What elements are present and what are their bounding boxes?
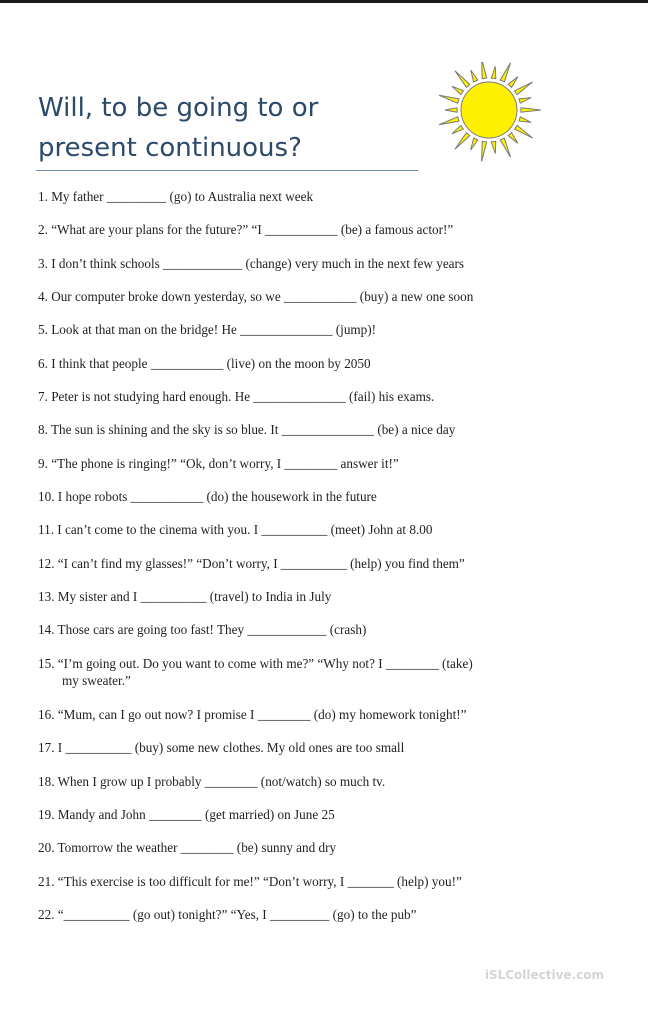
exercise-text: 7. Peter is not studying hard enough. He ______________ (fail) his exams. xyxy=(38,389,435,404)
exercise-text: 19. Mandy and John ________ (get married) on June 25 xyxy=(38,807,335,822)
exercise-text: 22. “__________ (go out) tonight?” “Yes, I _________ (go) to the pub” xyxy=(38,907,417,922)
exercise-item xyxy=(38,288,473,305)
sun-ray xyxy=(455,133,470,150)
sun-ray xyxy=(455,71,470,88)
sun-ray xyxy=(482,62,487,79)
exercise-item xyxy=(38,806,335,823)
exercise-text: 14. Those cars are going too fast! They ____________ (crash) xyxy=(38,622,367,637)
exercise-item xyxy=(38,388,434,405)
sun-ray xyxy=(515,125,533,138)
sun-ray xyxy=(519,98,531,104)
exercise-item xyxy=(38,421,455,438)
exercise-item xyxy=(38,188,313,205)
sun-ray xyxy=(491,141,496,153)
exercise-text: 4. Our computer broke down yesterday, so we ___________ (buy) a new one soon xyxy=(38,289,474,304)
exercise-item xyxy=(38,455,399,472)
exercise-item xyxy=(38,588,331,605)
exercise-text: 16. “Mum, can I go out now? I promise I ________ (do) my homework tonight!” xyxy=(38,707,467,722)
exercise-text: 12. “I can’t find my glasses!” “Don’t worry, I __________ (help) you find them” xyxy=(38,556,465,571)
sun-ray xyxy=(439,117,459,125)
sun-ray xyxy=(452,125,463,133)
exercise-item xyxy=(38,355,371,372)
exercise-text: 6. I think that people ___________ (live) on the moon by 2050 xyxy=(38,356,371,371)
sun-ray xyxy=(515,82,533,95)
exercise-text: 18. When I grow up I probably ________ (not/watch) so much tv. xyxy=(38,774,386,789)
exercise-text: 17. I __________ (buy) some new clothes. My old ones are too small xyxy=(38,740,405,755)
sun-ray xyxy=(500,138,510,157)
exercise-text: 8. The sun is shining and the sky is so blue. It ______________ (be) a nice day xyxy=(38,422,456,437)
exercise-item xyxy=(38,321,376,338)
exercise-item xyxy=(38,221,453,238)
exercise-item xyxy=(38,621,366,638)
exercise-item xyxy=(38,773,385,790)
sun-ray xyxy=(471,70,478,82)
title-line-1: Will, to be going to or xyxy=(38,93,319,123)
worksheet-title xyxy=(38,88,318,168)
sun-ray xyxy=(452,86,463,94)
sun-icon xyxy=(424,62,554,162)
exercise-text: 1. My father _________ (go) to Australia next week xyxy=(38,189,314,204)
exercise-item xyxy=(38,521,432,538)
exercise-text: 20. Tomorrow the weather ________ (be) sunny and dry xyxy=(38,840,337,855)
top-border xyxy=(0,0,648,3)
sun-ray xyxy=(471,138,478,150)
sun-ray xyxy=(445,108,457,112)
exercise-text: 21. “This exercise is too difficult for me!” “Don’t worry, I _______ (help) you!” xyxy=(38,874,462,889)
exercise-item xyxy=(38,739,404,756)
sun-ray xyxy=(521,108,541,112)
sun-ray xyxy=(439,95,459,103)
sun-ray xyxy=(500,63,510,82)
title-line-2: present continuous? xyxy=(38,133,302,163)
exercise-text-continuation: my sweater.” xyxy=(62,673,131,688)
exercise-text: 5. Look at that man on the bridge! He ______________ (jump)! xyxy=(38,322,377,337)
exercise-text: 3. I don’t think schools ____________ (change) very much in the next few years xyxy=(38,256,465,271)
sun-ray xyxy=(491,66,496,78)
exercise-item xyxy=(38,488,377,505)
exercise-text: 13. My sister and I __________ (travel) to India in July xyxy=(38,589,332,604)
exercise-item xyxy=(38,255,464,272)
exercise-item xyxy=(38,906,416,923)
sun-ray xyxy=(519,117,531,123)
sun-ray xyxy=(482,141,487,161)
exercise-item xyxy=(38,555,465,572)
title-underline xyxy=(36,170,418,171)
exercise-text: 15. “I’m going out. Do you want to come with me?” “Why not? I ________ (take) xyxy=(38,656,473,671)
exercise-item xyxy=(38,873,462,890)
exercise-text: 2. “What are your plans for the future?” “I ___________ (be) a famous actor!” xyxy=(38,222,454,237)
sun-ray xyxy=(508,133,518,144)
watermark: iSLCollective.com xyxy=(484,968,604,982)
exercise-item xyxy=(38,655,473,689)
exercise-text: 10. I hope robots ___________ (do) the housework in the future xyxy=(38,489,377,504)
sun-ray xyxy=(508,77,518,88)
exercise-text: 11. I can’t come to the cinema with you. I __________ (meet) John at 8.00 xyxy=(38,522,433,537)
exercise-text: 9. “The phone is ringing!” “Ok, don’t worry, I ________ answer it!” xyxy=(38,456,399,471)
exercise-item xyxy=(38,706,467,723)
exercise-item xyxy=(38,839,336,856)
